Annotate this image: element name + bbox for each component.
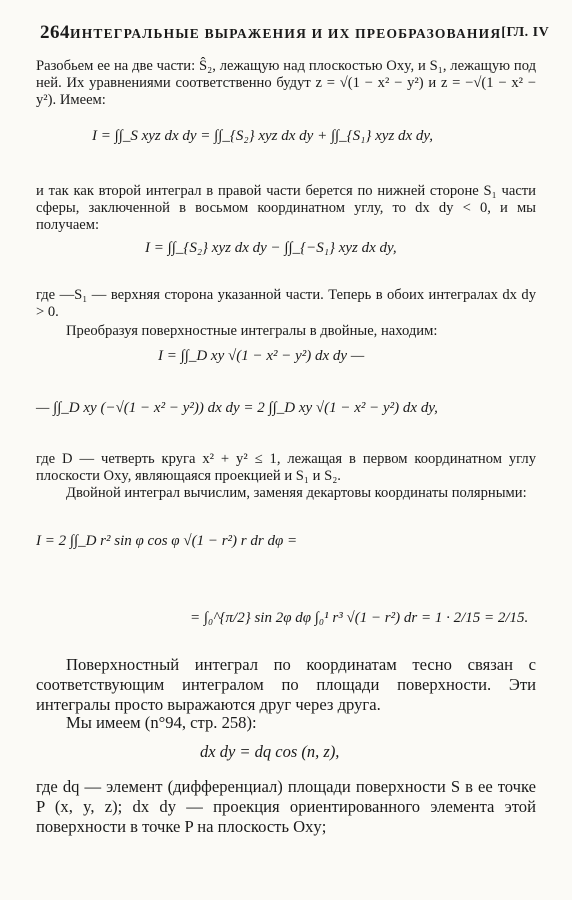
equation-3a: I = ∫∫_D xy √(1 − x² − y²) dx dy —: [158, 348, 365, 364]
page-number: 264: [40, 22, 70, 43]
paragraph-8: Мы имеем (n°94, стр. 258):: [66, 713, 257, 732]
paragraph-4: Преобразуя поверхностные интегралы в двойные, находим:: [66, 323, 438, 339]
equation-5: dx dy = dq cos (n, z),: [200, 742, 340, 761]
paragraph-2: и так как второй интеграл в правой части берется по нижней стороне S₁ части сферы, заключенной в восьмом координатном углу, то dx dy < 0, и мы получаем:: [36, 183, 536, 233]
running-title: ИНТЕГРАЛЬНЫЕ ВЫРАЖЕНИЯ И ИХ ПРЕОБРАЗОВАНИЯ: [70, 26, 502, 41]
running-header: [40, 22, 550, 44]
paragraph-9: где dq — элемент (дифференциал) площади поверхности S в ее точке P (x, y, z); dx dy — проекция ориентированного элемента этой поверхности в точке P на плоскость Oxy;: [36, 777, 536, 836]
paragraph-6: Двойной интеграл вычислим, заменяя декартовы координаты полярными:: [66, 485, 527, 501]
chapter-label: [ГЛ. IV: [501, 25, 550, 40]
paragraph-3: где —S₁ — верхняя сторона указанной части. Теперь в обоих интегралах dx dy > 0.: [36, 287, 536, 320]
equation-1: I = ∫∫_S xyz dx dy = ∫∫_{S₂} xyz dx dy + ∫∫_{S₁} xyz dx dy,: [92, 128, 434, 144]
equation-3b: — ∫∫_D xy (−√(1 − x² − y²)) dx dy = 2 ∫∫_D xy √(1 − x² − y²) dx dy,: [36, 400, 438, 416]
paragraph-1: Разобьем ее на две части: Ŝ₂, лежащую над плоскостью Oxy, и S₁, лежащую под ней. Их уравнениями соответственно будут z = √(1 − x² − y²) и z = −√(1 − x² − y²). Имеем:: [36, 58, 536, 108]
equation-4a: I = 2 ∫∫_D r² sin φ cos φ √(1 − r²) r dr dφ =: [36, 533, 298, 549]
paragraph-7: Поверхностный интеграл по координатам тесно связан с соответствующим интегралом по площади поверхности. Эти интегралы просто выражаются друг через друга.: [36, 655, 536, 714]
equation-4b: = ∫₀^{π/2} sin 2φ dφ ∫₀¹ r³ √(1 − r²) dr = 1 · 2/15 = 2/15.: [190, 610, 529, 626]
paragraph-5: где D — четверть круга x² + y² ≤ 1, лежащая в первом координатном углу плоскости Oxy, являющаяся проекцией и S₁ и S₂.: [36, 451, 536, 484]
equation-2: I = ∫∫_{S₂} xyz dx dy − ∫∫_{−S₁} xyz dx dy,: [145, 240, 397, 256]
